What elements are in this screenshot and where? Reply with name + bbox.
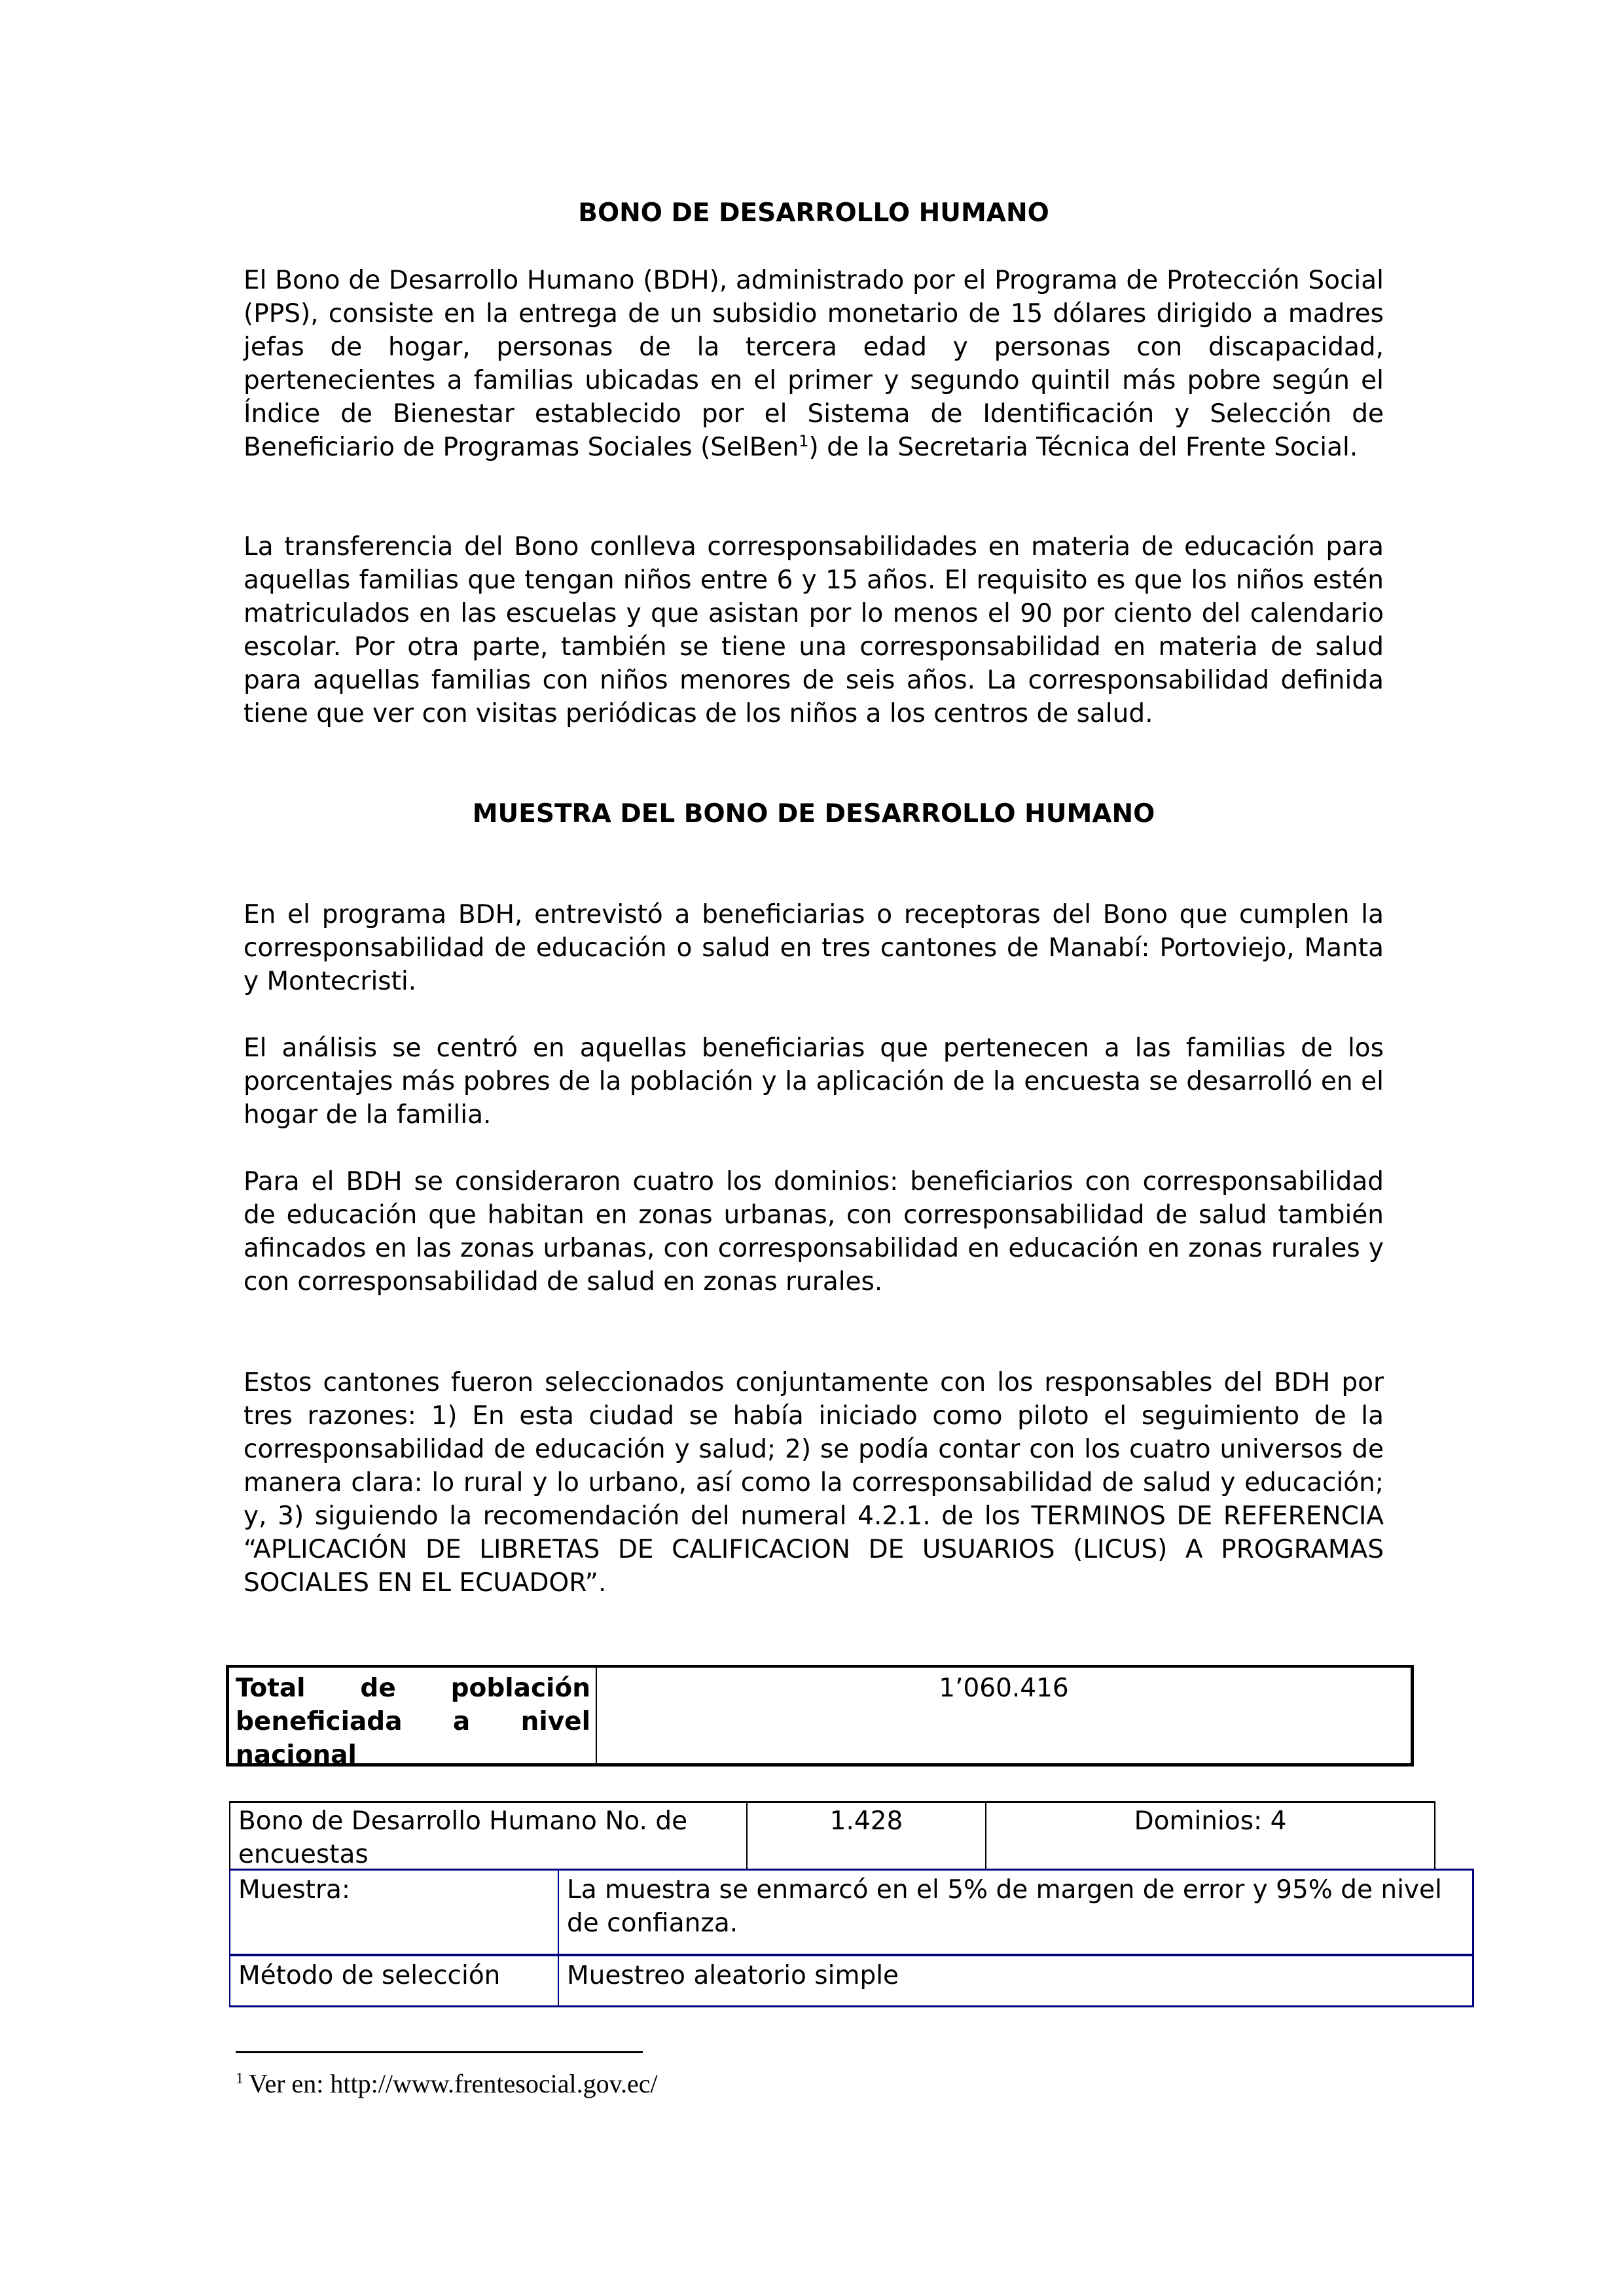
survey-count-value: 1.428 [748, 1803, 986, 1869]
population-value: 1’060.416 [939, 1674, 1069, 1703]
paragraph-dominios: Para el BDH se consideraron cuatro los dominios: beneficiarios con corresponsabilidad de educación que habitan en zonas urbanas, con corresponsabilidad de salud también afincados en las zonas urbanas, con corresponsabilidad en educación en zonas rurales y con corresponsabilidad de salud en zonas rurales. [244, 1167, 1384, 1297]
survey-table-header-row [229, 1801, 1435, 1869]
selection-method-value: Muestreo aleatorio simple [567, 1961, 899, 1990]
sample-table [229, 1869, 1474, 2007]
paragraph-programa: En el programa BDH, entrevistó a beneficiarias o receptoras del Bono que cumplen la corresponsabilidad de educación o salud en tres cantones de Manabí: Portoviejo, Manta y Montecristi. [244, 900, 1384, 996]
section-title: MUESTRA DEL BONO DE DESARROLLO HUMANO [472, 799, 1155, 829]
paragraph-intro-text: El Bono de Desarrollo Humano (BDH), administrado por el Programa de Protección Social (PPS), consiste en la entrega de un subsidio monetario de 15 dólares dirigido a madres jefas de hogar, personas de la tercera edad y personas con discapacidad, pertenecientes a familias ubicadas en el primer y segundo quintil más pobre según el Índice de Bienestar establecido por el Sistema de Identificación y Selección de Beneficiario de Programas Sociales (SelBen [244, 266, 1384, 462]
footnote-reference[interactable]: 1 [799, 432, 809, 450]
table-row [230, 1871, 1472, 1954]
paragraph-corresponsabilidades: La transferencia del Bono conlleva corresponsabilidades en materia de educación para aquellas familias que tengan niños entre 6 y 15 años. El requisito es que los niños estén matriculados en las escuelas y que asistan por lo menos el 90 por ciento del calendario escolar. Por otra parte, también se tiene una corresponsabilidad en materia de salud para aquellas familias con niños menores de seis años. La corresponsabilidad definida tiene que ver con visitas periódicas de los niños a los centros de salud. [244, 532, 1384, 728]
footnote-number: 1 [236, 2070, 244, 2087]
paragraph-intro [244, 264, 1384, 464]
paragraph-analisis: El análisis se centró en aquellas beneficiarias que pertenecen a las familias de los porcentajes más pobres de la población y la aplicación de la encuesta se desarrolló en el hogar de la familia. [244, 1033, 1384, 1130]
paragraph-intro-tail: ) de la Secretaria Técnica del Frente Social. [808, 433, 1358, 462]
document-title: BONO DE DESARROLLO HUMANO [578, 198, 1049, 228]
sample-key: Muestra: [230, 1871, 559, 1954]
selection-method-key: Método de selección [230, 1956, 559, 2005]
survey-count-label: Bono de Desarrollo Humano No. de encuestas [230, 1803, 748, 1869]
footnote [236, 2068, 658, 2100]
table-row [230, 1954, 1472, 2005]
footnote-separator [236, 2051, 643, 2053]
sample-value: La muestra se enmarcó en el 5% de margen de error y 95% de nivel de confianza. [567, 1875, 1442, 1938]
domains-count: Dominios: 4 [1134, 1806, 1287, 1836]
population-table [226, 1665, 1414, 1770]
paragraph-cantones: Estos cantones fueron seleccionados conjuntamente con los responsables del BDH por tres razones: 1) En esta ciudad se había iniciado como piloto el seguimiento de la corresponsabilidad de educación y salud; 2) se podía contar con los cuatro universos de manera clara: lo rural y lo urbano, así como la corresponsabilidad de salud y educación; y, 3) siguiendo la recomendación del numeral 4.2.1. de los TERMINOS DE REFERENCIA “APLICACIÓN DE LIBRETAS DE CALIFICACION DE USUARIOS (LICUS) A PROGRAMAS SOCIALES EN EL ECUADOR”. [244, 1368, 1384, 1598]
population-label: Total de población beneficiada a nivel nacional [229, 1668, 597, 1763]
footnote-text[interactable]: Ver en: http://www.frentesocial.gov.ec/ [249, 2069, 658, 2098]
